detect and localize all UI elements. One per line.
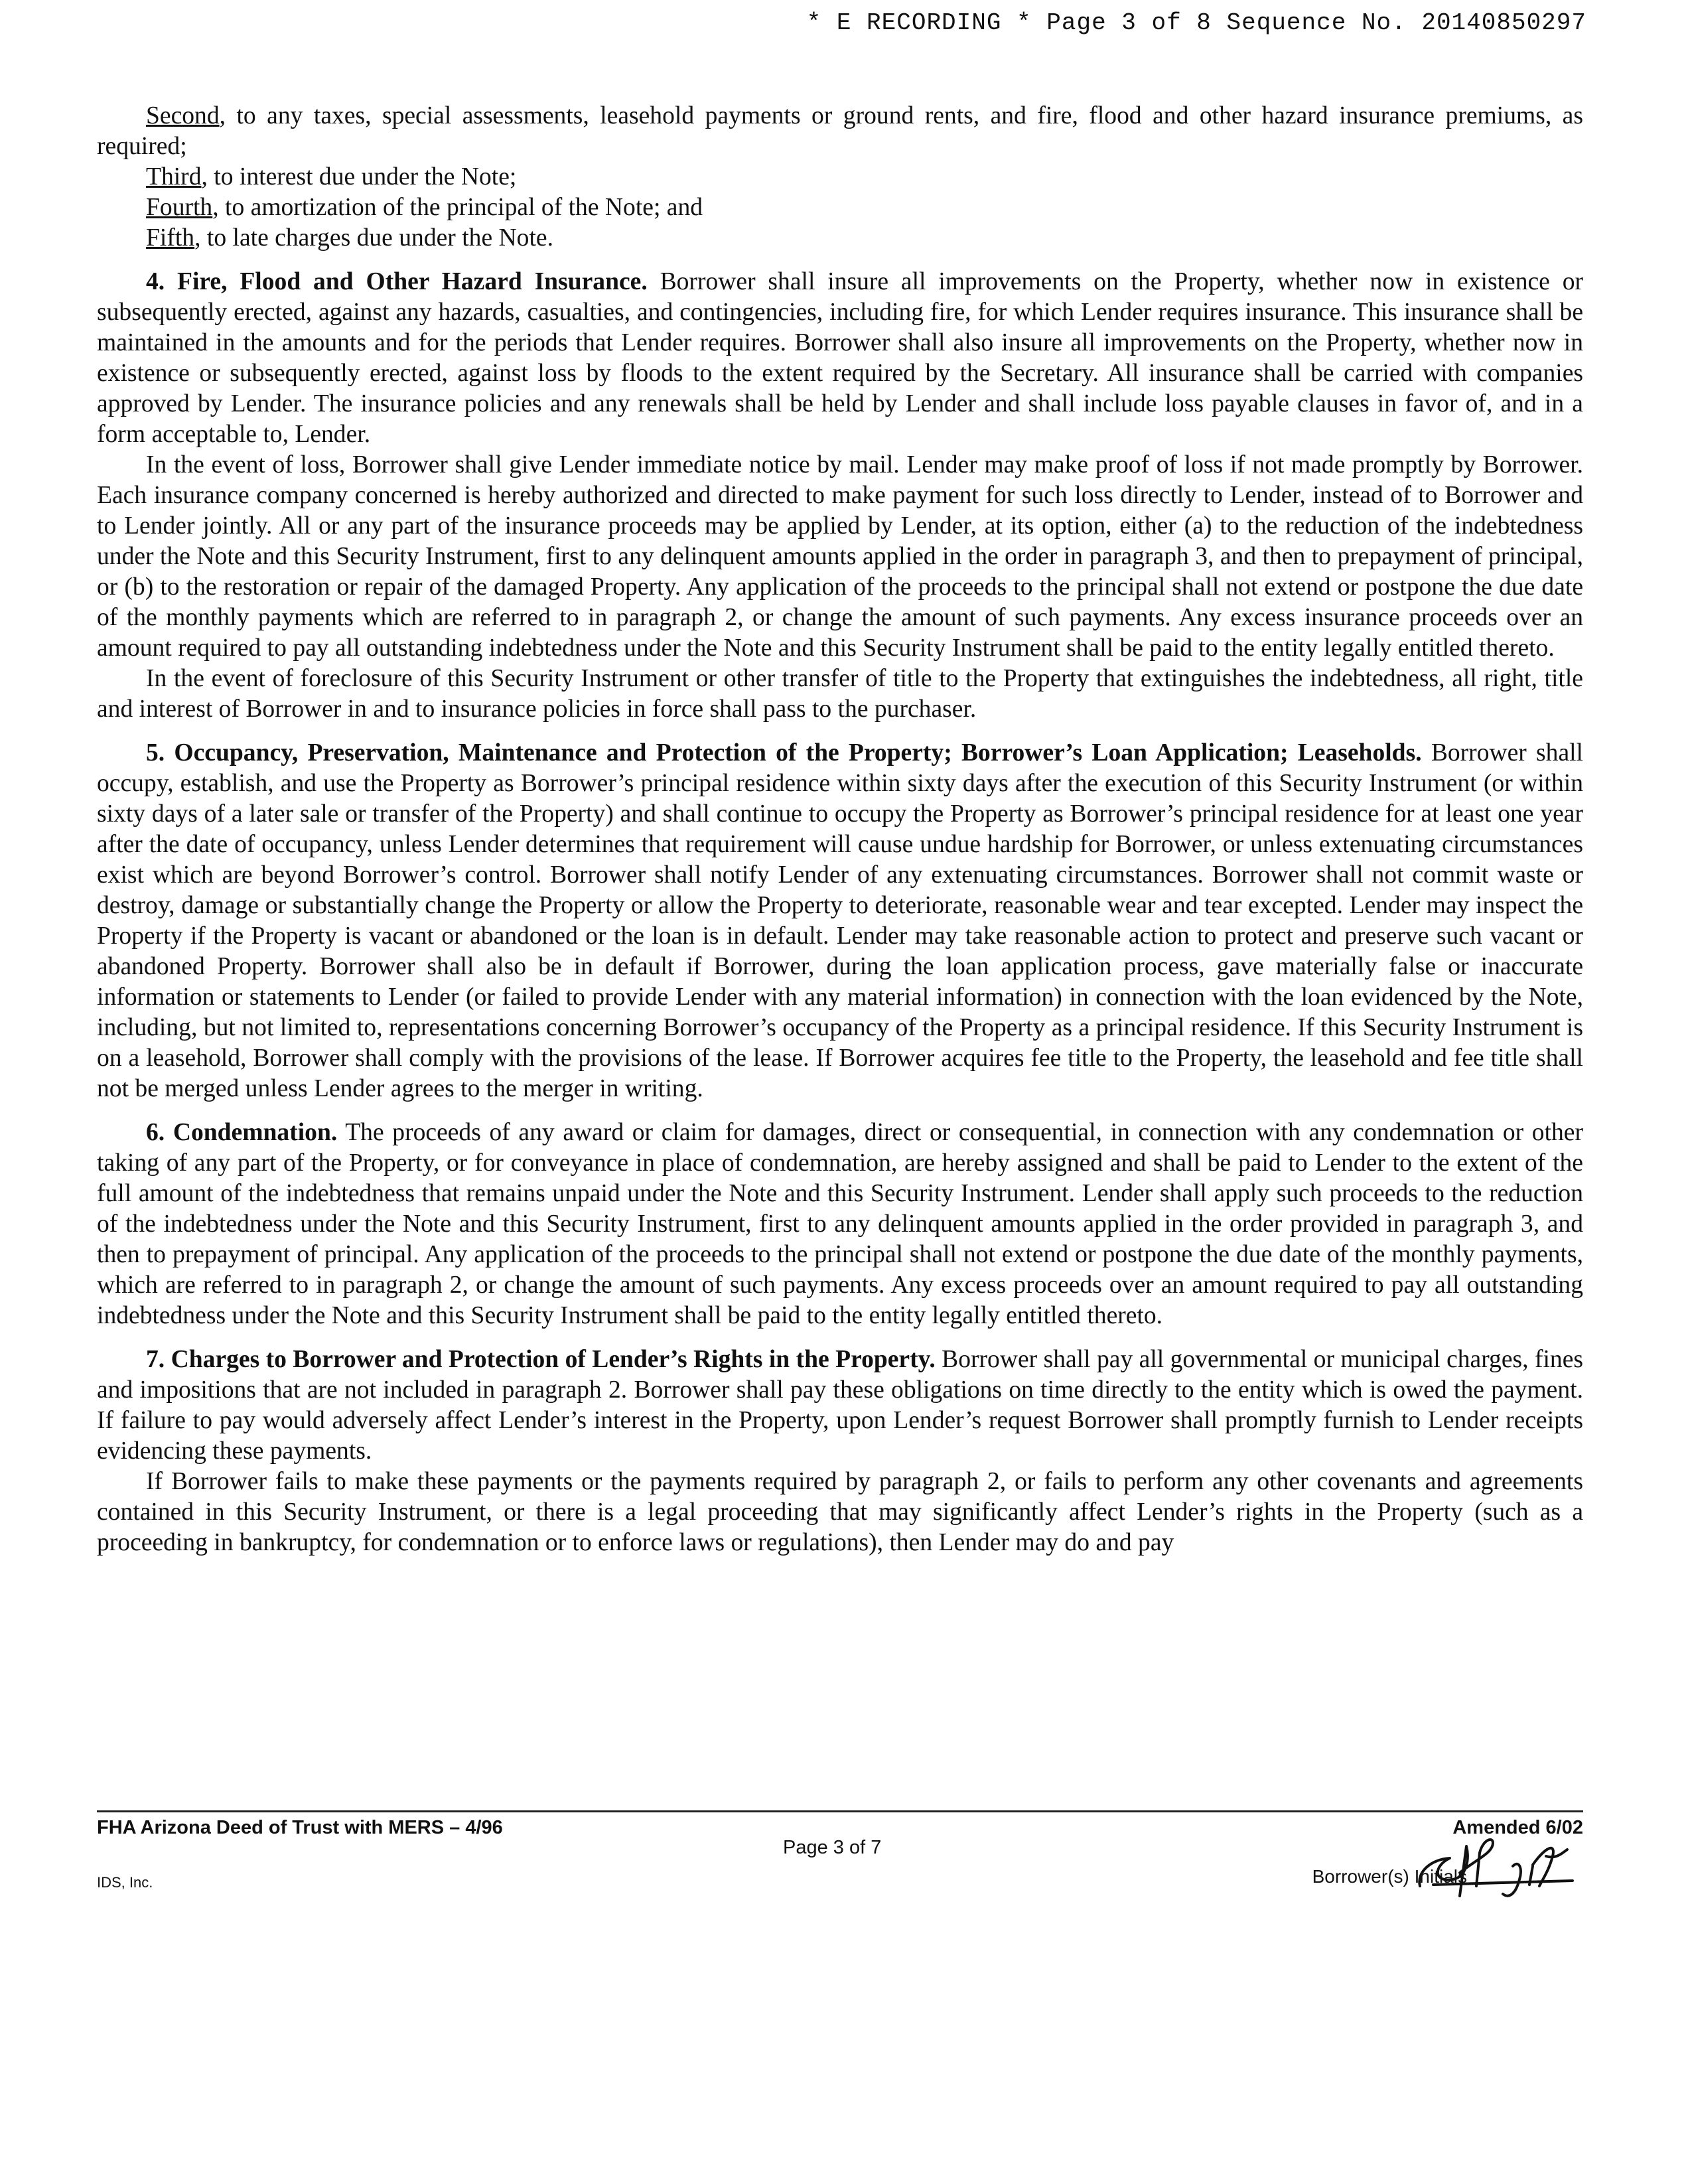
document-body [97,101,1583,1558]
list-item-second [97,101,1583,162]
section-text: Borrower shall occupy, establish, and use the Property as Borrower’s principal residence within sixty days after the execution of this Security Instrument (or within sixty days of a later sale or transfer of the Property) and shall continue to occupy the Property as Borrower’s principal residence for at least one year after the date of occupancy, unless Lender determines that requirement will cause undue hardship for Borrower, or unless extenuating circumstances exist which are beyond Borrower’s control. Borrower shall notify Lender of any extenuating circumstances. Borrower shall not commit waste or destroy, damage or substantially change the Property or allow the Property to deteriorate, reasonable wear and tear excepted. Lender may inspect the Property if the Property is vacant or abandoned or the loan is in default. Lender may take reasonable action to protect and preserve such vacant or abandoned Property. Borrower shall also be in default if Borrower, during the loan application process, gave materially false or inaccurate information or statements to Lender (or failed to provide Lender with any material information) in connection with the loan evidenced by the Note, including, but not limited to, representations concerning Borrower’s occupancy of the Property as a principal residence. If this Security Instrument is on a leasehold, Borrower shall comply with the provisions of the lease. If Borrower acquires fee title to the Property, the leasehold and fee title shall not be merged unless Lender agrees to the merger in writing. [97,739,1583,1102]
list-item-third [97,162,1583,192]
section-4-paragraph-2: In the event of loss, Borrower shall give Lender immediate notice by mail. Lender may make proof of loss if not made promptly by Borrower. Each insurance company concerned is hereby authorized and directed to make payment for such loss directly to Lender, instead of to Borrower and to Lender jointly. All or any part of the insurance proceeds may be applied by Lender, at its option, either (a) to the reduction of the indebtedness under the Note and this Security Instrument, first to any delinquent amounts applied in the order in paragraph 3, and then to prepayment of principal, or (b) to the restoration or repair of the damaged Property. Any application of the proceeds to the principal shall not extend or postpone the due date of the monthly payments which are referred to in paragraph 2, or change the amount of such payments. Any excess insurance proceeds over an amount required to pay all outstanding indebtedness under the Note and this Security Instrument shall be paid to the entity legally entitled thereto. [97,451,1583,662]
section-heading: 5. Occupancy, Preservation, Maintenance and Protection of the Property; Borrower’s Loan Application; Leaseholds. [146,739,1422,766]
list-text: , to late charges due under the Note. [194,224,553,252]
list-text: , to amortization of the principal of the Note; and [212,194,703,221]
section-heading: 7. Charges to Borrower and Protection of Lender’s Rights in the Property. [146,1346,936,1373]
amended-date: Amended 6/02 [1452,1817,1583,1838]
page-number: Page 3 of 7 [783,1837,882,1858]
initials-label: Borrower(s) Initials [1312,1866,1467,1887]
borrower-initials-signature [1413,1833,1586,1906]
list-label: Fourth [146,194,213,221]
vendor-name: IDS, Inc. [97,1874,153,1891]
section-7 [97,1345,1583,1467]
section-text: Borrower shall pay all governmental or municipal charges, fines and impositions that are not included in paragraph 2. Borrower shall pay these obligations on time directly to the entity which is owed the payment. If failure to pay would adversely affect Lender’s interest in the Property, upon Lender’s request Borrower shall promptly furnish to Lender receipts evidencing these payments. [97,1346,1583,1465]
footer-divider [97,1810,1583,1812]
section-4 [97,267,1583,450]
section-text: The proceeds of any award or claim for damages, direct or consequential, in connection with any condemnation or other taking of any part of the Property, or for conveyance in place of condemnation, are hereby assigned and shall be paid to Lender to the extent of the full amount of the indebtedness that remains unpaid under the Note and this Security Instrument. Lender shall apply such proceeds to the reduction of the indebtedness under the Note and this Security Instrument, first to any delinquent amounts applied in the order provided in paragraph 3, and then to prepayment of principal. Any application of the proceeds to the principal shall not extend or postpone the due date of the monthly payments, which are referred to in paragraph 2, or change the amount of such payments. Any excess proceeds over an amount required to pay all outstanding indebtedness under the Note and this Security Instrument shall be paid to the entity legally entitled thereto. [97,1119,1583,1329]
list-label: Fifth [146,224,195,252]
recording-header: * E RECORDING * Page 3 of 8 Sequence No. 20140850297 [806,9,1586,36]
list-label: Third [146,163,202,190]
list-item-fourth [97,192,1583,223]
list-item-fifth [97,223,1583,254]
section-4-paragraph-3: In the event of foreclosure of this Security Instrument or other transfer of title to the Property that extinguishes the indebtedness, all right, title and interest of Borrower in and to insurance policies in force shall pass to the purchaser. [97,665,1583,723]
section-6 [97,1118,1583,1331]
section-text: Borrower shall insure all improvements on the Property, whether now in existence or subsequently erected, against any hazards, casualties, and contingencies, including fire, for which Lender requires insurance. This insurance shall be maintained in the amounts and for the periods that Lender requires. Borrower shall also insure all improvements on the Property, whether now in existence or subsequently erected, against loss by floods to the extent required by the Secretary. All insurance shall be carried with companies approved by Lender. The insurance policies and any renewals shall be held by Lender and shall include loss payable clauses in favor of, and in a form acceptable to, Lender. [97,268,1583,448]
section-5 [97,738,1583,1104]
section-heading: 6. Condemnation. [146,1119,338,1146]
list-text: , to any taxes, special assessments, leasehold payments or ground rents, and fire, flood and other hazard insurance premiums, as required; [97,102,1583,160]
section-7-paragraph-2: If Borrower fails to make these payments or the payments required by paragraph 2, or fails to perform any other covenants and agreements contained in this Security Instrument, or there is a legal proceeding that may significantly affect Lender’s rights in the Property (such as a proceeding in bankruptcy, for condemnation or to enforce laws or regulations), then Lender may do and pay [97,1468,1583,1556]
list-text: , to interest due under the Note; [201,163,517,190]
form-name: FHA Arizona Deed of Trust with MERS – 4/96 [97,1817,503,1838]
section-heading: 4. Fire, Flood and Other Hazard Insurance. [146,268,648,295]
list-label: Second [146,102,220,129]
